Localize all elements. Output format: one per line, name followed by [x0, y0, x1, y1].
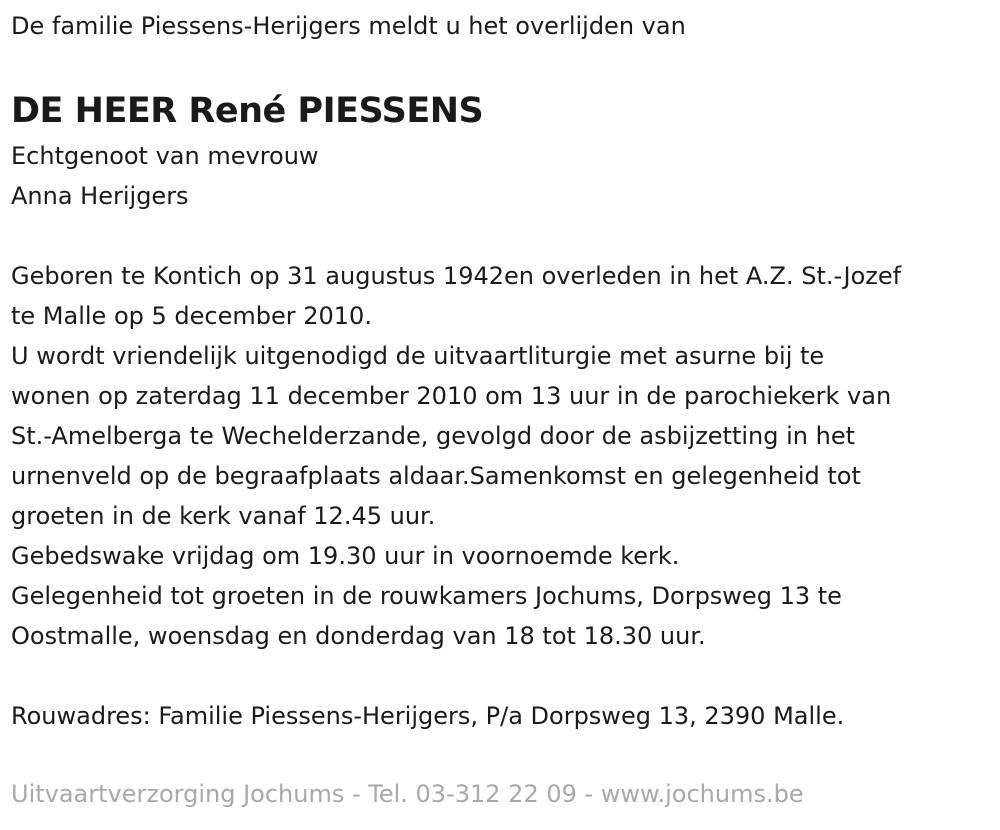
body-line: U wordt vriendelijk uitgenodigd de uitvaartliturgie met asurne bij te — [11, 342, 825, 370]
body-line: St.-Amelberga te Wechelderzande, gevolgd door de asbijzetting in het — [11, 422, 856, 450]
spouse-name: Anna Herijgers — [11, 182, 189, 210]
body-line: Gelegenheid tot groeten in de rouwkamers Jochums, Dorpsweg 13 te — [11, 582, 842, 610]
deceased-name: DE HEER René PIESSENS — [11, 91, 484, 131]
body-line: wonen op zaterdag 11 december 2010 om 13 uur in de parochiekerk van — [11, 382, 892, 410]
body-line: te Malle op 5 december 2010. — [11, 302, 372, 330]
funeral-home-footer: Uitvaartverzorging Jochums - Tel. 03-312 22 09 - www.jochums.be — [11, 780, 804, 808]
body-line: Oostmalle, woensdag en donderdag van 18 tot 18.30 uur. — [11, 622, 706, 650]
body-line: groeten in de kerk vanaf 12.45 uur. — [11, 502, 436, 530]
body-line: urnenveld op de begraafplaats aldaar.Samenkomst en gelegenheid tot — [11, 462, 861, 490]
notice-body — [11, 256, 991, 656]
spouse-line: Echtgenoot van mevrouw — [11, 142, 319, 170]
body-line: Gebedswake vrijdag om 19.30 uur in voornoemde kerk. — [11, 542, 680, 570]
spouse-block — [11, 136, 991, 216]
body-line: Geboren te Kontich op 31 augustus 1942en overleden in het A.Z. St.-Jozef — [11, 262, 902, 290]
death-notice — [11, 8, 991, 736]
intro-text: De familie Piessens-Herijgers meldt u het overlijden van — [11, 12, 686, 40]
spacer — [11, 216, 991, 256]
spacer — [11, 656, 991, 696]
mourning-address: Rouwadres: Familie Piessens-Herijgers, P/a Dorpsweg 13, 2390 Malle. — [11, 702, 845, 730]
